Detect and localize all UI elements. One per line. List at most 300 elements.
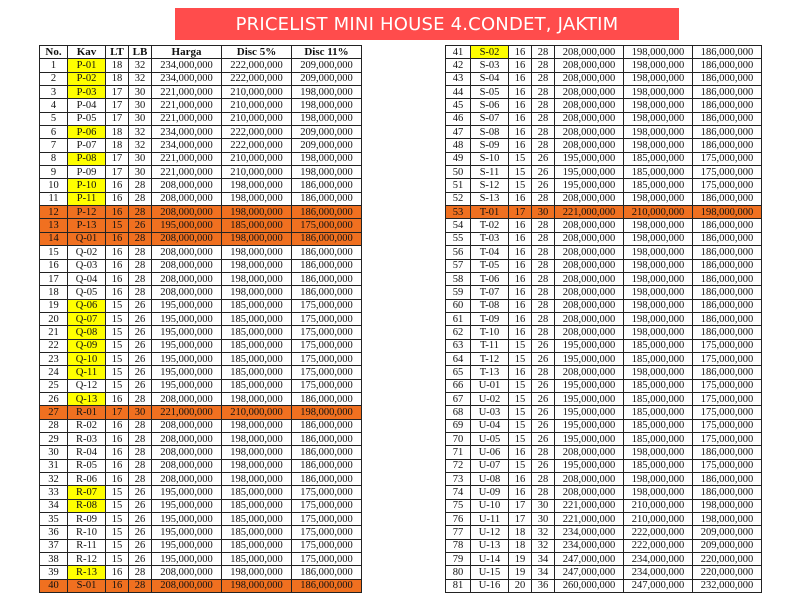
table-row (40, 339, 362, 352)
cell-harga: 208,000,000 (555, 126, 624, 139)
cell-harga: 195,000,000 (152, 366, 222, 379)
cell-lb: 28 (532, 46, 555, 59)
cell-lb: 32 (129, 72, 152, 85)
cell-lt: 16 (509, 259, 532, 272)
cell-disc-11: 186,000,000 (693, 192, 762, 205)
table-row (446, 112, 762, 125)
cell-kav: P-11 (68, 192, 106, 205)
cell-lb: 28 (532, 446, 555, 459)
cell-lb: 28 (129, 459, 152, 472)
cell-kav: T-05 (471, 259, 509, 272)
cell-kav: U-06 (471, 446, 509, 459)
cell-no: 48 (446, 139, 471, 152)
cell-no: 54 (446, 219, 471, 232)
cell-kav: T-11 (471, 339, 509, 352)
table-row (40, 526, 362, 539)
table-row (446, 339, 762, 352)
table-row (446, 126, 762, 139)
cell-no: 69 (446, 419, 471, 432)
cell-lt: 15 (106, 219, 129, 232)
cell-lb: 28 (532, 246, 555, 259)
cell-disc-5: 198,000,000 (624, 259, 693, 272)
cell-harga: 195,000,000 (555, 179, 624, 192)
cell-lt: 15 (106, 352, 129, 365)
table-row (446, 566, 762, 579)
cell-kav: P-05 (68, 112, 106, 125)
table-row (40, 406, 362, 419)
cell-harga: 208,000,000 (555, 326, 624, 339)
cell-lb: 32 (532, 526, 555, 539)
table-row (40, 499, 362, 512)
cell-harga: 221,000,000 (152, 112, 222, 125)
cell-lb: 28 (129, 286, 152, 299)
cell-harga: 195,000,000 (555, 352, 624, 365)
cell-disc-5: 198,000,000 (624, 286, 693, 299)
cell-kav: S-08 (471, 126, 509, 139)
cell-kav: S-12 (471, 179, 509, 192)
cell-kav: T-10 (471, 326, 509, 339)
header-disc-11: Disc 11% (292, 46, 362, 59)
cell-disc-11: 186,000,000 (693, 86, 762, 99)
cell-disc-5: 210,000,000 (222, 99, 292, 112)
cell-disc-11: 175,000,000 (292, 366, 362, 379)
cell-disc-11: 175,000,000 (292, 499, 362, 512)
cell-harga: 208,000,000 (555, 232, 624, 245)
cell-no: 13 (40, 219, 68, 232)
cell-disc-5: 210,000,000 (222, 112, 292, 125)
table-row (446, 446, 762, 459)
cell-disc-5: 185,000,000 (222, 312, 292, 325)
cell-no: 60 (446, 299, 471, 312)
table-row (446, 179, 762, 192)
cell-no: 18 (40, 286, 68, 299)
table-row (40, 446, 362, 459)
cell-disc-5: 210,000,000 (222, 86, 292, 99)
table-row (446, 526, 762, 539)
cell-harga: 208,000,000 (152, 286, 222, 299)
cell-lt: 16 (509, 72, 532, 85)
cell-no: 20 (40, 312, 68, 325)
cell-harga: 208,000,000 (152, 459, 222, 472)
cell-lt: 15 (509, 419, 532, 432)
cell-lb: 28 (532, 219, 555, 232)
cell-kav: S-01 (68, 579, 106, 592)
cell-lb: 26 (129, 539, 152, 552)
cell-no: 23 (40, 352, 68, 365)
cell-disc-5: 198,000,000 (624, 46, 693, 59)
cell-kav: Q-08 (68, 326, 106, 339)
table-row (446, 486, 762, 499)
cell-no: 40 (40, 579, 68, 592)
cell-disc-5: 210,000,000 (222, 406, 292, 419)
table-row (40, 112, 362, 125)
cell-kav: S-07 (471, 112, 509, 125)
cell-disc-11: 175,000,000 (693, 179, 762, 192)
cell-lt: 16 (106, 392, 129, 405)
cell-kav: Q-04 (68, 272, 106, 285)
cell-kav: U-11 (471, 513, 509, 526)
cell-lb: 26 (532, 432, 555, 445)
cell-disc-11: 186,000,000 (693, 72, 762, 85)
cell-disc-11: 209,000,000 (292, 72, 362, 85)
cell-lt: 16 (509, 246, 532, 259)
cell-harga: 208,000,000 (152, 246, 222, 259)
cell-lb: 28 (532, 86, 555, 99)
table-row (40, 219, 362, 232)
table-row (40, 513, 362, 526)
table-body-right (446, 46, 762, 593)
cell-lb: 30 (532, 206, 555, 219)
cell-harga: 208,000,000 (555, 299, 624, 312)
cell-harga: 195,000,000 (555, 459, 624, 472)
table-row (446, 299, 762, 312)
cell-disc-11: 175,000,000 (693, 379, 762, 392)
cell-lt: 15 (509, 406, 532, 419)
cell-disc-11: 175,000,000 (292, 539, 362, 552)
cell-harga: 208,000,000 (555, 46, 624, 59)
cell-disc-5: 198,000,000 (624, 139, 693, 152)
cell-disc-5: 247,000,000 (624, 579, 693, 592)
cell-no: 16 (40, 259, 68, 272)
cell-no: 3 (40, 86, 68, 99)
cell-lt: 16 (509, 86, 532, 99)
cell-lt: 16 (106, 459, 129, 472)
cell-lt: 15 (509, 432, 532, 445)
cell-kav: Q-13 (68, 392, 106, 405)
cell-lb: 30 (129, 86, 152, 99)
cell-disc-5: 198,000,000 (222, 432, 292, 445)
table-row (446, 232, 762, 245)
table-row (40, 459, 362, 472)
cell-lt: 16 (509, 326, 532, 339)
cell-disc-11: 186,000,000 (693, 46, 762, 59)
cell-harga: 208,000,000 (555, 259, 624, 272)
cell-lb: 28 (129, 446, 152, 459)
cell-lb: 26 (129, 486, 152, 499)
cell-no: 25 (40, 379, 68, 392)
table-row (40, 579, 362, 592)
cell-lb: 28 (532, 272, 555, 285)
cell-no: 21 (40, 326, 68, 339)
cell-lb: 28 (532, 232, 555, 245)
cell-lb: 26 (129, 553, 152, 566)
cell-kav: Q-06 (68, 299, 106, 312)
cell-no: 76 (446, 513, 471, 526)
cell-disc-5: 198,000,000 (222, 579, 292, 592)
cell-harga: 208,000,000 (152, 232, 222, 245)
cell-disc-5: 210,000,000 (222, 152, 292, 165)
cell-lb: 28 (532, 486, 555, 499)
cell-harga: 195,000,000 (555, 432, 624, 445)
cell-kav: P-07 (68, 139, 106, 152)
table-row (446, 72, 762, 85)
cell-harga: 208,000,000 (555, 286, 624, 299)
cell-lt: 15 (106, 326, 129, 339)
cell-no: 36 (40, 526, 68, 539)
cell-disc-11: 175,000,000 (693, 432, 762, 445)
table-row (40, 539, 362, 552)
cell-no: 17 (40, 272, 68, 285)
table-row (446, 59, 762, 72)
cell-no: 45 (446, 99, 471, 112)
cell-no: 43 (446, 72, 471, 85)
cell-harga: 208,000,000 (152, 272, 222, 285)
cell-kav: R-03 (68, 432, 106, 445)
cell-no: 50 (446, 166, 471, 179)
cell-kav: R-08 (68, 499, 106, 512)
cell-disc-5: 222,000,000 (222, 139, 292, 152)
table-row (40, 379, 362, 392)
cell-disc-11: 175,000,000 (693, 392, 762, 405)
cell-lt: 15 (106, 486, 129, 499)
cell-kav: U-04 (471, 419, 509, 432)
cell-kav: T-13 (471, 366, 509, 379)
table-row (446, 366, 762, 379)
cell-disc-11: 186,000,000 (292, 286, 362, 299)
cell-disc-11: 175,000,000 (292, 339, 362, 352)
cell-lb: 26 (129, 326, 152, 339)
cell-lt: 18 (509, 539, 532, 552)
cell-harga: 208,000,000 (152, 579, 222, 592)
cell-disc-5: 185,000,000 (624, 432, 693, 445)
cell-harga: 234,000,000 (152, 126, 222, 139)
table-row (40, 86, 362, 99)
cell-kav: P-04 (68, 99, 106, 112)
cell-kav: R-01 (68, 406, 106, 419)
cell-disc-11: 186,000,000 (693, 312, 762, 325)
cell-disc-11: 186,000,000 (693, 366, 762, 379)
table-row (446, 312, 762, 325)
cell-lb: 28 (129, 419, 152, 432)
cell-kav: S-13 (471, 192, 509, 205)
cell-harga: 195,000,000 (152, 352, 222, 365)
cell-lb: 26 (129, 366, 152, 379)
cell-harga: 221,000,000 (152, 86, 222, 99)
cell-lt: 15 (106, 513, 129, 526)
cell-harga: 208,000,000 (152, 446, 222, 459)
cell-lb: 26 (532, 166, 555, 179)
cell-kav: R-11 (68, 539, 106, 552)
cell-lb: 26 (129, 339, 152, 352)
cell-harga: 208,000,000 (555, 139, 624, 152)
cell-lb: 28 (129, 579, 152, 592)
cell-disc-11: 175,000,000 (292, 312, 362, 325)
cell-no: 7 (40, 139, 68, 152)
table-row (446, 86, 762, 99)
cell-kav: R-09 (68, 513, 106, 526)
cell-disc-11: 198,000,000 (292, 112, 362, 125)
cell-disc-11: 209,000,000 (693, 539, 762, 552)
cell-disc-5: 198,000,000 (222, 286, 292, 299)
cell-lt: 19 (509, 553, 532, 566)
cell-kav: R-05 (68, 459, 106, 472)
cell-lt: 15 (509, 459, 532, 472)
cell-no: 19 (40, 299, 68, 312)
cell-disc-5: 198,000,000 (624, 192, 693, 205)
table-row (40, 566, 362, 579)
cell-disc-5: 198,000,000 (624, 72, 693, 85)
table-row (40, 553, 362, 566)
cell-disc-5: 210,000,000 (222, 166, 292, 179)
table-row (40, 232, 362, 245)
cell-no: 46 (446, 112, 471, 125)
cell-harga: 195,000,000 (555, 406, 624, 419)
cell-lb: 28 (532, 366, 555, 379)
cell-disc-5: 198,000,000 (624, 272, 693, 285)
cell-lb: 30 (129, 99, 152, 112)
cell-lb: 32 (532, 539, 555, 552)
cell-harga: 208,000,000 (555, 86, 624, 99)
cell-lb: 26 (129, 312, 152, 325)
cell-disc-5: 198,000,000 (222, 179, 292, 192)
cell-kav: Q-02 (68, 246, 106, 259)
cell-disc-5: 222,000,000 (222, 59, 292, 72)
cell-lb: 32 (129, 59, 152, 72)
cell-lb: 28 (532, 139, 555, 152)
cell-no: 32 (40, 473, 68, 486)
cell-harga: 208,000,000 (555, 72, 624, 85)
cell-no: 26 (40, 392, 68, 405)
cell-disc-11: 186,000,000 (292, 246, 362, 259)
cell-kav: Q-07 (68, 312, 106, 325)
cell-harga: 208,000,000 (555, 272, 624, 285)
cell-kav: S-11 (471, 166, 509, 179)
table-row (446, 579, 762, 592)
cell-kav: T-08 (471, 299, 509, 312)
cell-lb: 28 (532, 473, 555, 486)
cell-lt: 16 (509, 299, 532, 312)
cell-lb: 30 (129, 152, 152, 165)
cell-disc-11: 186,000,000 (292, 459, 362, 472)
cell-disc-11: 186,000,000 (693, 126, 762, 139)
cell-disc-11: 175,000,000 (292, 513, 362, 526)
table-row (40, 286, 362, 299)
cell-kav: R-04 (68, 446, 106, 459)
cell-disc-11: 175,000,000 (292, 352, 362, 365)
cell-kav: T-04 (471, 246, 509, 259)
cell-lb: 26 (129, 526, 152, 539)
cell-kav: U-07 (471, 459, 509, 472)
cell-no: 52 (446, 192, 471, 205)
cell-no: 10 (40, 179, 68, 192)
cell-lt: 15 (106, 299, 129, 312)
cell-lb: 28 (532, 112, 555, 125)
table-row (40, 126, 362, 139)
cell-lt: 16 (509, 126, 532, 139)
cell-kav: S-03 (471, 59, 509, 72)
cell-disc-5: 198,000,000 (624, 219, 693, 232)
header-lt: LT (106, 46, 129, 59)
cell-disc-5: 185,000,000 (624, 419, 693, 432)
cell-disc-5: 185,000,000 (624, 379, 693, 392)
cell-disc-5: 185,000,000 (624, 392, 693, 405)
cell-disc-11: 175,000,000 (693, 406, 762, 419)
cell-disc-11: 186,000,000 (693, 326, 762, 339)
cell-disc-11: 186,000,000 (693, 112, 762, 125)
cell-disc-5: 185,000,000 (624, 179, 693, 192)
cell-disc-11: 186,000,000 (693, 139, 762, 152)
cell-no: 64 (446, 352, 471, 365)
cell-disc-5: 185,000,000 (222, 339, 292, 352)
cell-disc-5: 222,000,000 (624, 539, 693, 552)
cell-harga: 234,000,000 (555, 526, 624, 539)
cell-disc-11: 186,000,000 (693, 272, 762, 285)
cell-harga: 234,000,000 (152, 72, 222, 85)
cell-no: 41 (446, 46, 471, 59)
cell-disc-11: 186,000,000 (292, 473, 362, 486)
cell-kav: U-10 (471, 499, 509, 512)
cell-no: 80 (446, 566, 471, 579)
cell-lt: 15 (509, 339, 532, 352)
cell-disc-5: 210,000,000 (624, 499, 693, 512)
cell-lb: 28 (129, 206, 152, 219)
cell-disc-11: 175,000,000 (693, 419, 762, 432)
cell-disc-11: 175,000,000 (292, 553, 362, 566)
cell-disc-11: 198,000,000 (292, 152, 362, 165)
cell-lt: 15 (509, 379, 532, 392)
cell-harga: 208,000,000 (152, 392, 222, 405)
cell-disc-5: 185,000,000 (222, 539, 292, 552)
cell-no: 78 (446, 539, 471, 552)
cell-disc-11: 198,000,000 (292, 166, 362, 179)
cell-disc-11: 186,000,000 (693, 219, 762, 232)
table-row (446, 539, 762, 552)
cell-lt: 16 (509, 312, 532, 325)
cell-harga: 208,000,000 (152, 419, 222, 432)
cell-disc-11: 220,000,000 (693, 553, 762, 566)
cell-disc-5: 185,000,000 (222, 219, 292, 232)
table-row (446, 192, 762, 205)
cell-lt: 16 (509, 446, 532, 459)
cell-harga: 221,000,000 (152, 166, 222, 179)
table-row (446, 166, 762, 179)
cell-disc-5: 185,000,000 (624, 152, 693, 165)
cell-harga: 208,000,000 (152, 179, 222, 192)
cell-lt: 16 (106, 259, 129, 272)
cell-kav: T-01 (471, 206, 509, 219)
header-no: No. (40, 46, 68, 59)
cell-no: 72 (446, 459, 471, 472)
cell-disc-5: 198,000,000 (624, 59, 693, 72)
cell-lb: 26 (532, 406, 555, 419)
cell-lb: 26 (532, 339, 555, 352)
cell-no: 37 (40, 539, 68, 552)
cell-lb: 30 (532, 513, 555, 526)
cell-harga: 195,000,000 (152, 539, 222, 552)
cell-disc-11: 198,000,000 (693, 499, 762, 512)
cell-kav: Q-11 (68, 366, 106, 379)
table-row (446, 152, 762, 165)
header-lb: LB (129, 46, 152, 59)
cell-lb: 28 (129, 259, 152, 272)
cell-kav: U-12 (471, 526, 509, 539)
cell-disc-11: 186,000,000 (292, 272, 362, 285)
cell-lt: 16 (106, 272, 129, 285)
cell-disc-11: 186,000,000 (693, 299, 762, 312)
table-row (40, 486, 362, 499)
cell-kav: U-02 (471, 392, 509, 405)
table-row (446, 473, 762, 486)
cell-kav: S-10 (471, 152, 509, 165)
cell-harga: 247,000,000 (555, 553, 624, 566)
cell-kav: R-13 (68, 566, 106, 579)
cell-lb: 30 (532, 499, 555, 512)
cell-harga: 221,000,000 (152, 152, 222, 165)
cell-kav: S-04 (471, 72, 509, 85)
cell-no: 67 (446, 392, 471, 405)
table-row (446, 99, 762, 112)
cell-disc-5: 198,000,000 (624, 299, 693, 312)
